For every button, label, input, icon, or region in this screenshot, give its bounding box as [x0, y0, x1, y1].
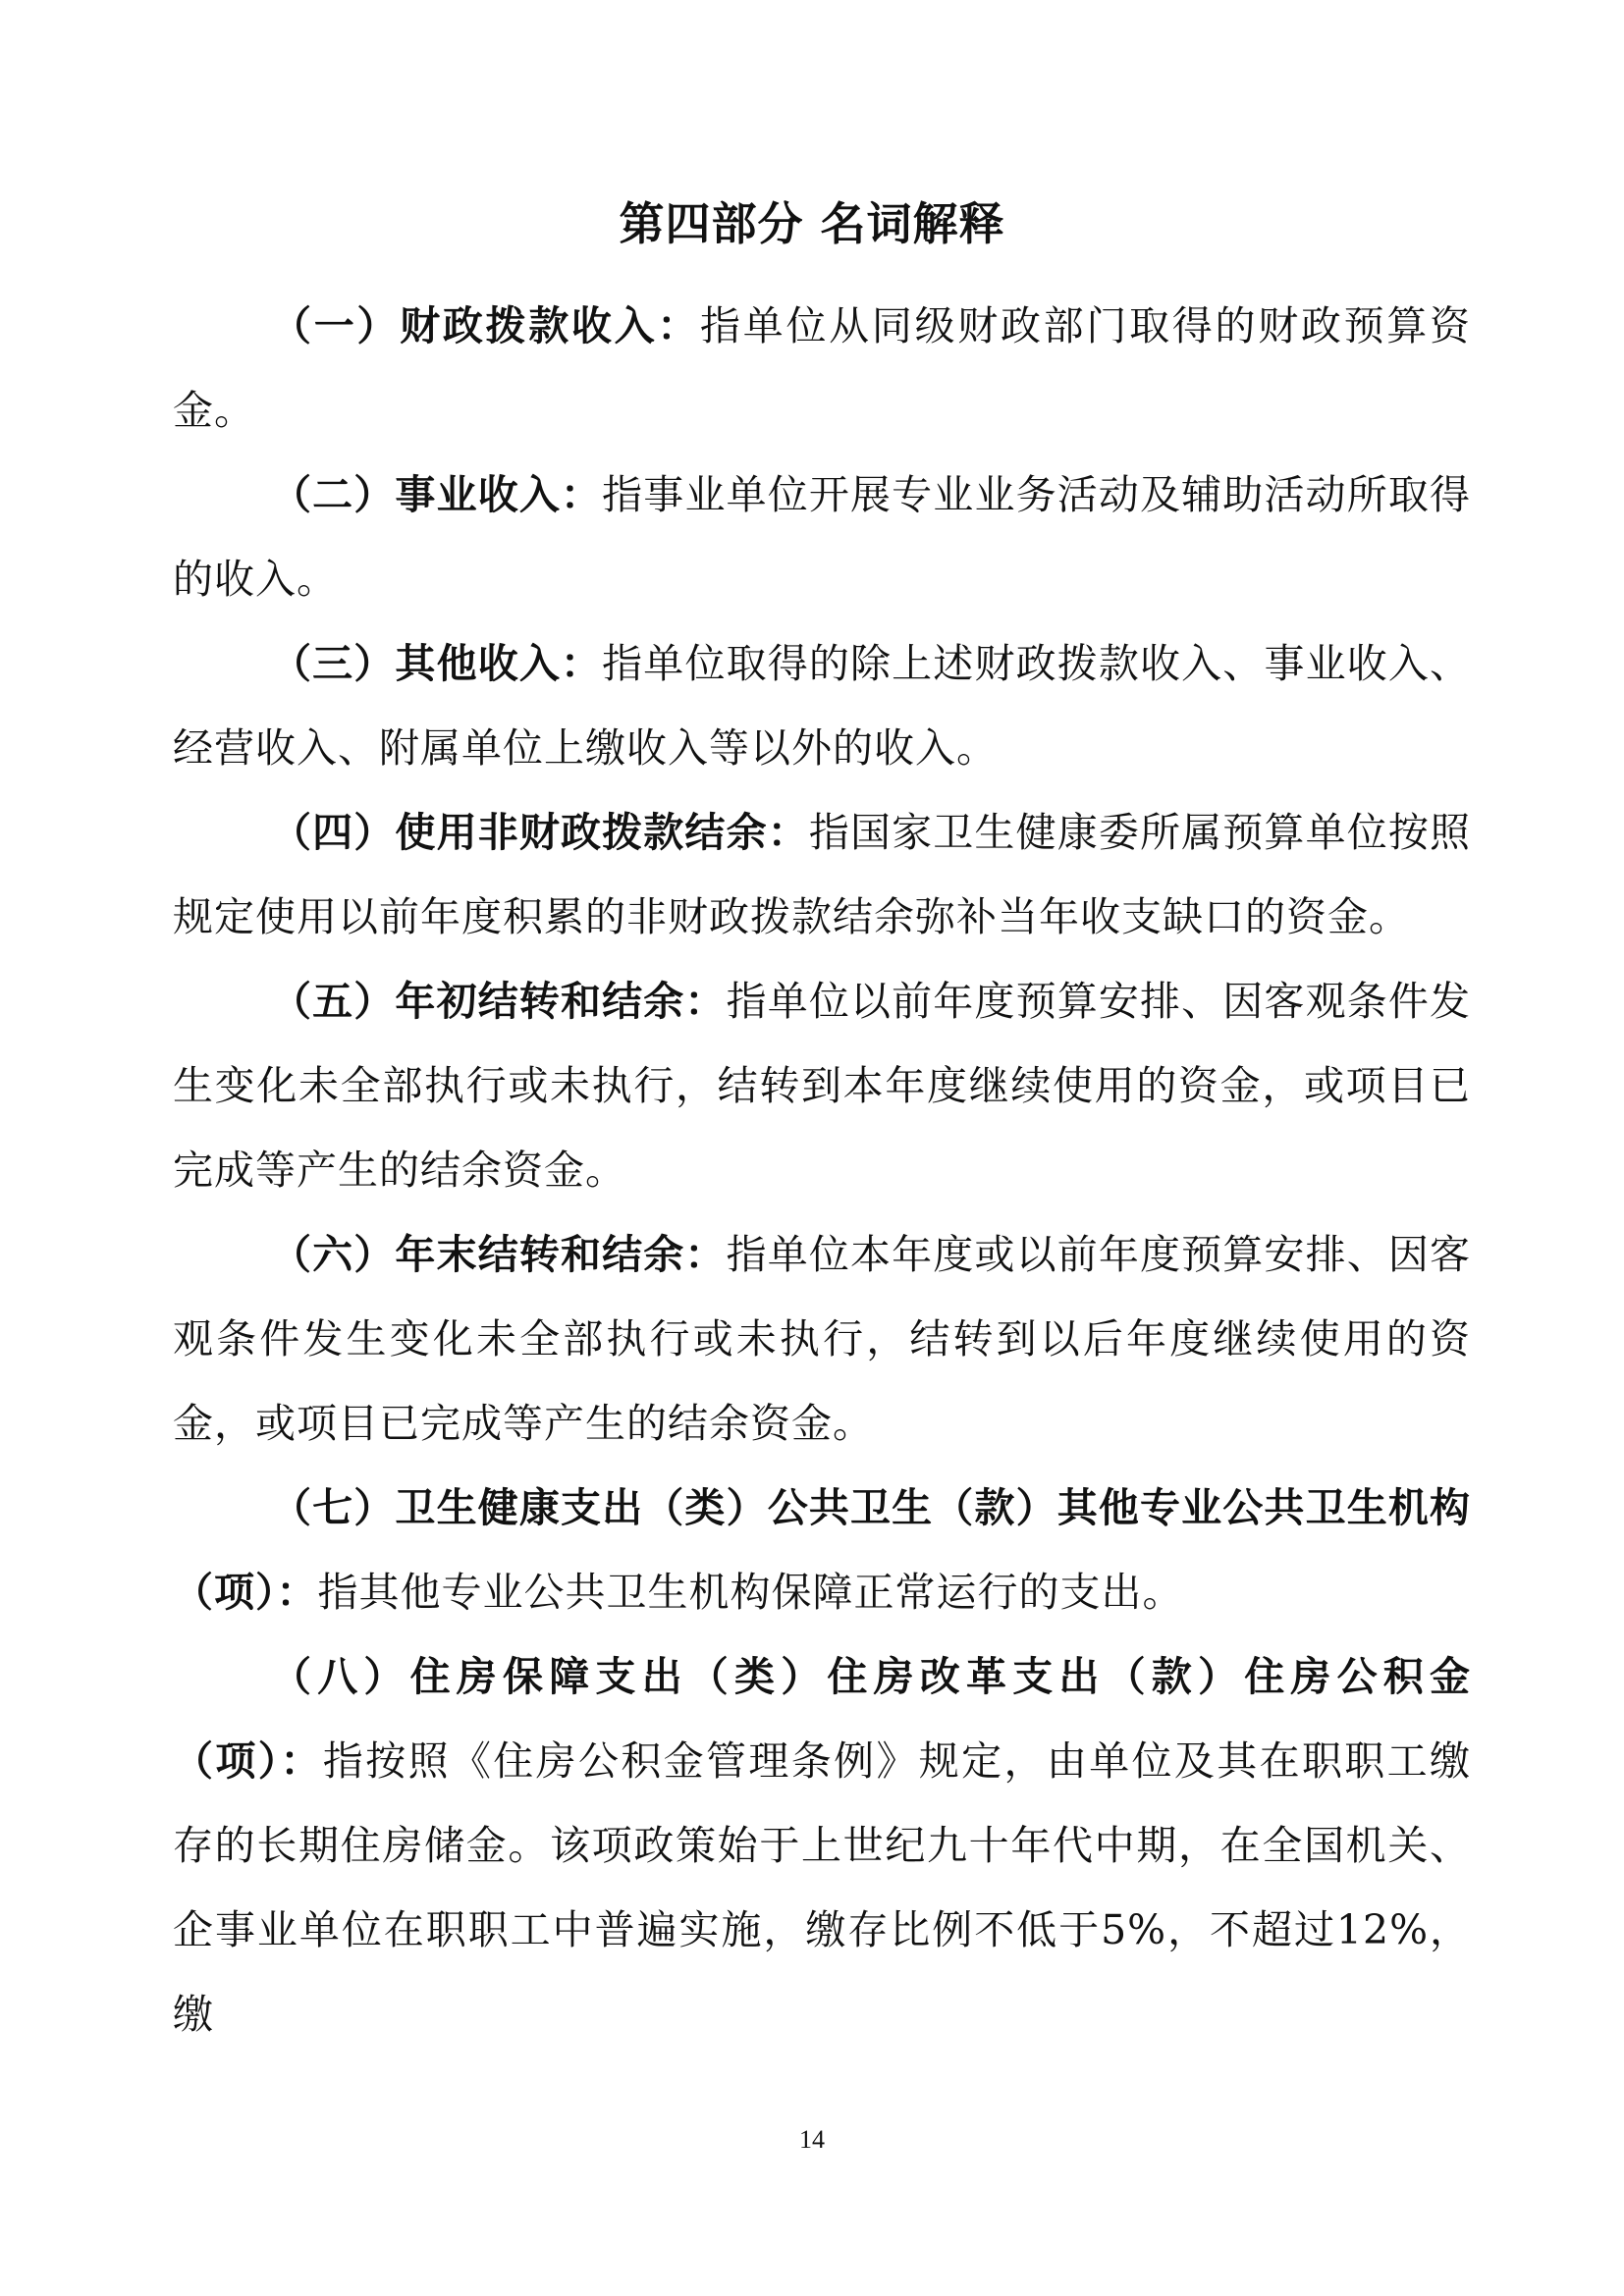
- term-label: （五）年初结转和结余：: [271, 978, 727, 1025]
- term-label: （六）年末结转和结余：: [271, 1231, 727, 1278]
- term-definition: 指单位以前年度预算安排、因客观条件发生变化未全部执行或未执行，结转到本年度继续使用的资金，或项目已完成等产生的结余资金。: [173, 978, 1472, 1194]
- page-number: 14: [799, 2125, 825, 2154]
- definition-entry-6: [173, 1212, 1471, 1466]
- definitions-list: [173, 284, 1471, 2056]
- term-definition: 指国家卫生健康委所属预算单位按照规定使用以前年度积累的非财政拨款结余弥补当年收支缺口的资金。: [173, 809, 1472, 940]
- term-label: （八）住房保障支出（类）住房改革支出（款）住房公积金（项）：: [173, 1653, 1471, 1785]
- definition-entry-7: [173, 1466, 1471, 1634]
- term-label: （四）使用非财政拨款结余：: [271, 809, 809, 856]
- term-definition: 指单位取得的除上述财政拨款收入、事业收入、经营收入、附属单位上缴收入等以外的收入。: [173, 640, 1472, 772]
- term-label: （三）其他收入：: [271, 640, 603, 687]
- definition-entry-4: [173, 790, 1471, 959]
- definition-entry-2: [173, 453, 1471, 621]
- definition-entry-5: [173, 959, 1471, 1212]
- definition-entry-1: [173, 284, 1471, 453]
- term-definition: 指单位本年度或以前年度预算安排、因客观条件发生变化未全部执行或未执行，结转到以后年度继续使用的资金，或项目已完成等产生的结余资金。: [173, 1231, 1472, 1447]
- term-label: （一）财政拨款收入：: [271, 302, 701, 349]
- term-definition: 指其他专业公共卫生机构保障正常运行的支出。: [317, 1569, 1184, 1616]
- section-title: 第四部分 名词解释: [619, 197, 1005, 250]
- term-label: （二）事业收入：: [271, 471, 603, 518]
- term-definition: 指按照《住房公积金管理条例》规定，由单位及其在职职工缴存的长期住房储金。该项政策始于上世纪九十年代中期，在全国机关、企事业单位在职职工中普遍实施，缴存比例不低于5%，不超过12%，缴: [173, 1737, 1472, 2038]
- definition-entry-3: [173, 621, 1471, 790]
- term-definition: 指事业单位开展专业业务活动及辅助活动所取得的收入。: [173, 471, 1472, 603]
- definition-entry-8: [173, 1634, 1471, 2056]
- term-label: （七）卫生健康支出（类）公共卫生（款）其他专业公共卫生机构（项）：: [173, 1484, 1471, 1616]
- term-definition: 指单位从同级财政部门取得的财政预算资金。: [173, 302, 1472, 434]
